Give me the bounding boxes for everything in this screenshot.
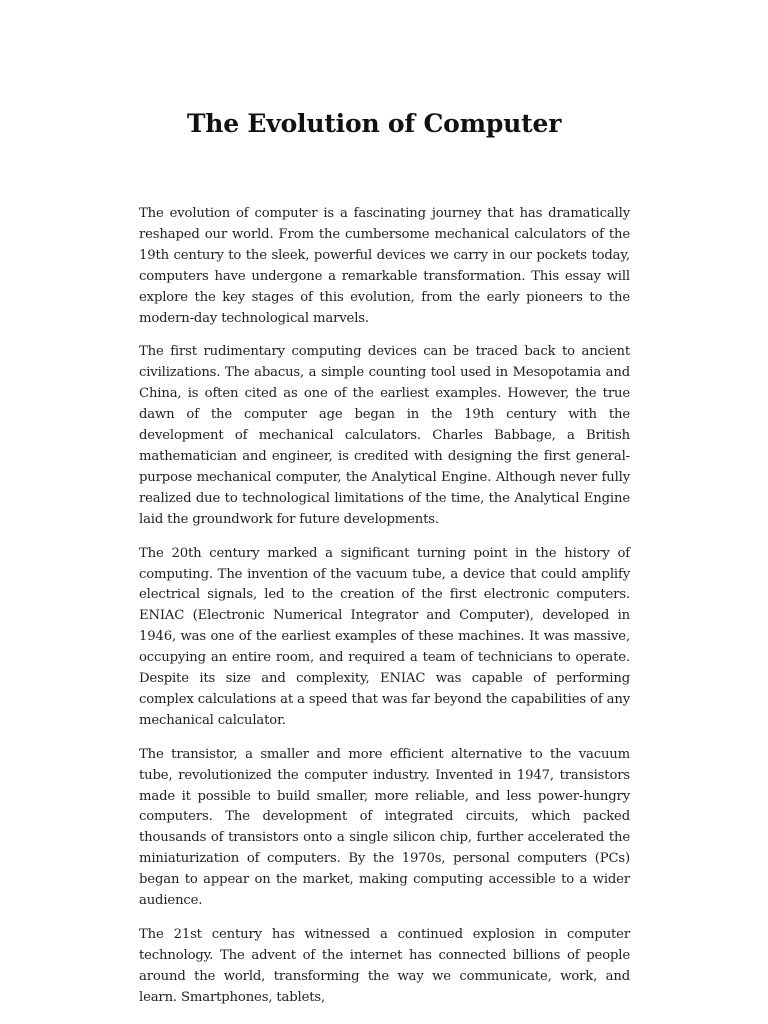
paragraph-4: The transistor, a smaller and more efficient alternative to the vacuum tube, revolutionized the computer industry. Invented in 1947, transistors made it possible to build smaller, more reliable, and less power-hungry computers. The development of integrated circuits, which packed thousands of transistors onto a single silicon chip, further accelerated the miniaturization of computers. By the 1970s, personal computers (PCs) began to appear on the market, making computing accessible to a wider audience. bbox=[139, 746, 630, 909]
paragraph-2: The first rudimentary computing devices can be traced back to ancient civilizations. The abacus, a simple counting tool used in Mesopotamia and China, is often cited as one of the earliest examples. However, the true dawn of the computer age began in the 19th century with the development of mechanical calculators. Charles Babbage, a British mathematician and engineer, is credited with designing the first general-purpose mechanical computer, the Analytical Engine. Although never fully realized due to technological limitations of the time, the Analytical Engine laid the groundwork for future developments. bbox=[139, 344, 630, 527]
paragraph-3: The 20th century marked a significant turning point in the history of computing. The invention of the vacuum tube, a device that could amplify electrical signals, led to the creation of the first electronic computers. ENIAC (Electronic Numerical Integrator and Computer), developed in 1946, was one of the earliest examples of these machines. It was massive, occupying an entire room, and required a team of technicians to operate. Despite its size and complexity, ENIAC was capable of performing complex calculations at a speed that was far beyond the capabilities of any mechanical calculator. bbox=[139, 545, 630, 728]
paragraph-1: The evolution of computer is a fascinating journey that has dramatically reshaped our world. From the cumbersome mechanical calculators of the 19th century to the sleek, powerful devices we carry in our pockets today, computers have undergone a remarkable transformation. This essay will explore the key stages of this evolution, from the early pioneers to the modern-day technological marvels. bbox=[139, 206, 630, 326]
document-body bbox=[139, 204, 630, 1022]
document-title: The Evolution of Computer bbox=[186, 109, 562, 138]
paragraph-5: The 21st century has witnessed a continued explosion in computer technology. The advent of the internet has connected billions of people around the world, transforming the way we communicate, work, and learn. Smartphones, tablets, bbox=[139, 927, 630, 1005]
